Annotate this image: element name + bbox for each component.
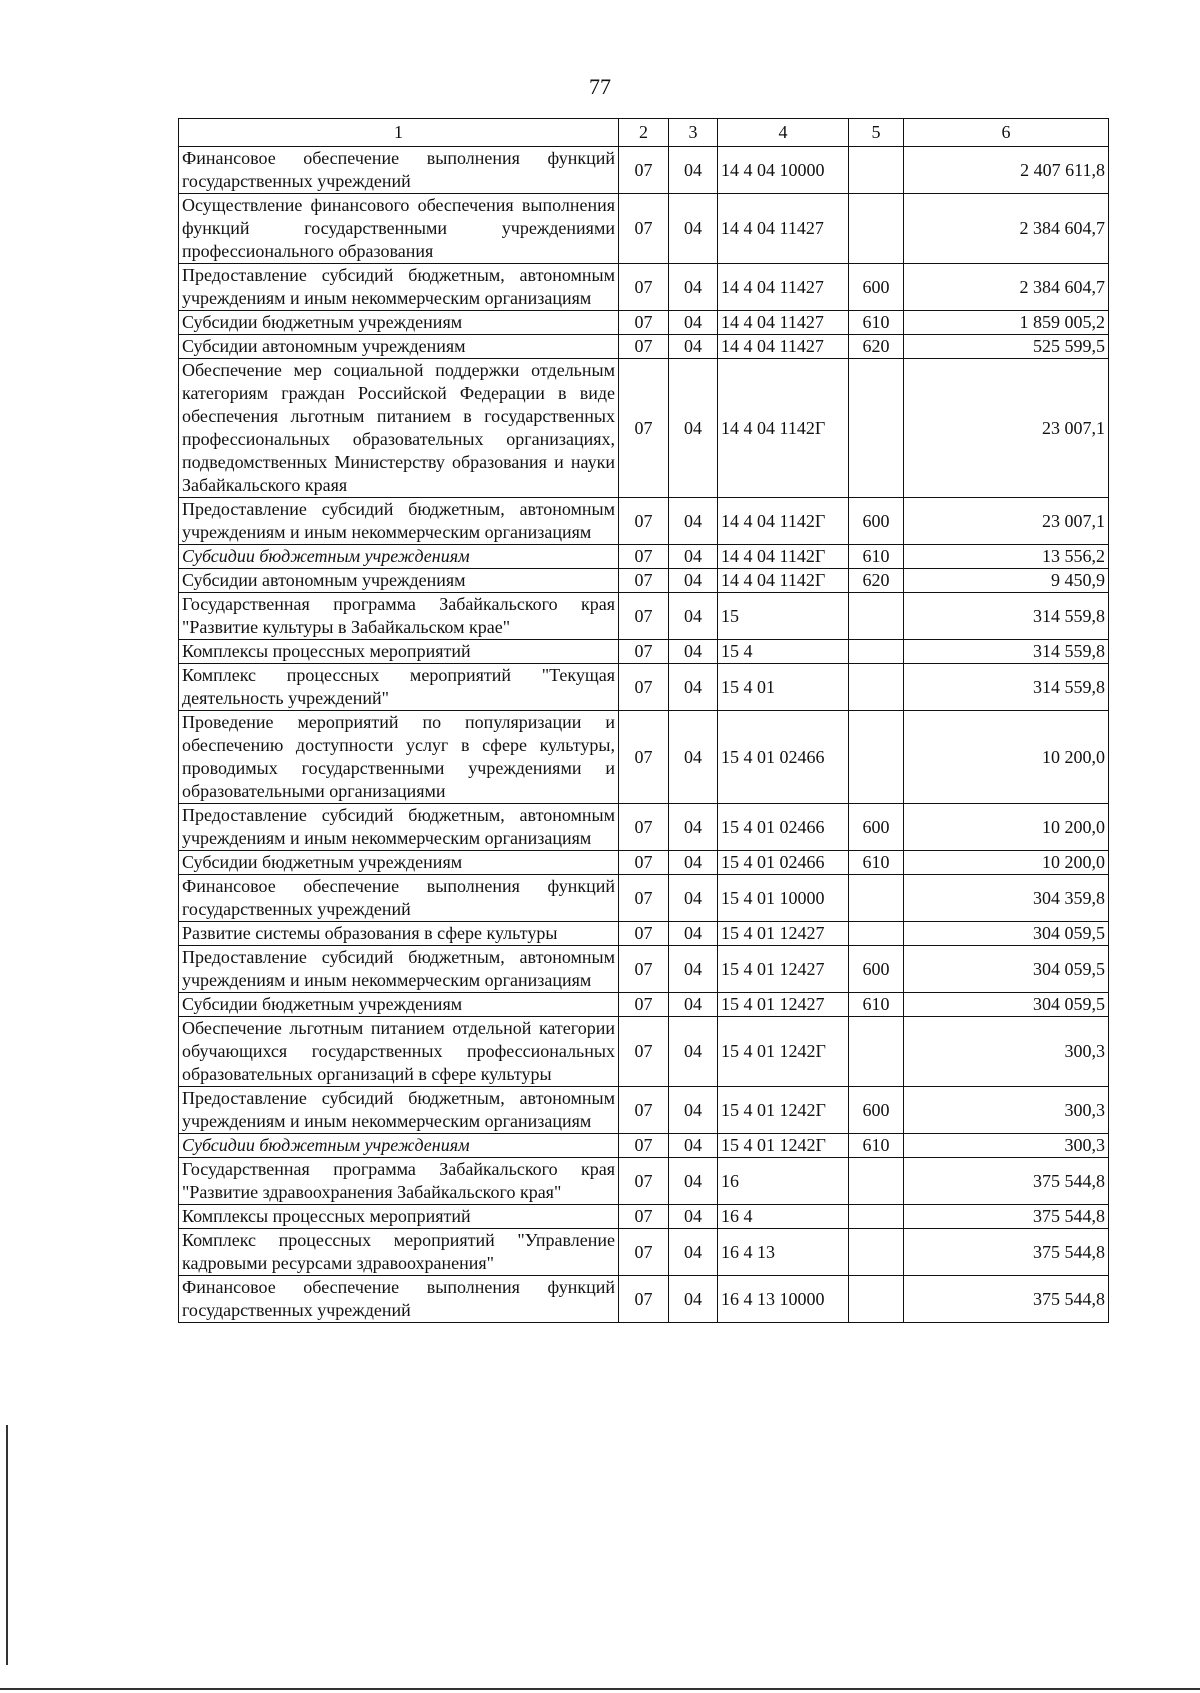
- row-name-cell: Предоставление субсидий бюджетным, автономным учреждениям и иным некоммерческим организациям: [179, 1087, 619, 1134]
- table-row: [179, 335, 1109, 359]
- expense-type-cell: [849, 1229, 904, 1276]
- row-name-cell: Обеспечение мер социальной поддержки отдельным категориям граждан Российской Федерации в виде обеспечения льготным питанием в государственных профессиональных образовательных организациях, подведомственных Министерству образования и науки Забайкальского краяя: [179, 359, 619, 498]
- target-article-cell: 15 4 01 12427: [718, 993, 849, 1017]
- expense-type-cell: [849, 194, 904, 264]
- amount-cell: 304 059,5: [904, 946, 1109, 993]
- table-row: [179, 359, 1109, 498]
- section-code-cell: 07: [619, 1017, 669, 1087]
- amount-cell: 2 384 604,7: [904, 194, 1109, 264]
- subsection-code-cell: 04: [669, 664, 718, 711]
- section-code-cell: 07: [619, 1205, 669, 1229]
- target-article-cell: 15 4 01 02466: [718, 851, 849, 875]
- target-article-cell: 14 4 04 1142Г: [718, 545, 849, 569]
- target-article-cell: 15 4 01 1242Г: [718, 1134, 849, 1158]
- subsection-code-cell: 04: [669, 946, 718, 993]
- subsection-code-cell: 04: [669, 922, 718, 946]
- table-row: [179, 1017, 1109, 1087]
- table-row: [179, 851, 1109, 875]
- subsection-code-cell: 04: [669, 1276, 718, 1323]
- section-code-cell: 07: [619, 1087, 669, 1134]
- table-row: [179, 545, 1109, 569]
- table-row: [179, 1229, 1109, 1276]
- table-row: [179, 1134, 1109, 1158]
- amount-cell: 525 599,5: [904, 335, 1109, 359]
- expense-type-cell: 610: [849, 545, 904, 569]
- row-name-cell: Субсидии бюджетным учреждениям: [179, 1134, 619, 1158]
- subsection-code-cell: 04: [669, 875, 718, 922]
- row-name-cell: Осуществление финансового обеспечения выполнения функций государственными учреждениями профессионального образования: [179, 194, 619, 264]
- amount-cell: 1 859 005,2: [904, 311, 1109, 335]
- header-row: [179, 119, 1109, 147]
- expense-type-cell: [849, 593, 904, 640]
- expense-type-cell: 600: [849, 1087, 904, 1134]
- subsection-code-cell: 04: [669, 359, 718, 498]
- subsection-code-cell: 04: [669, 311, 718, 335]
- row-name-cell: Субсидии бюджетным учреждениям: [179, 311, 619, 335]
- amount-cell: 314 559,8: [904, 593, 1109, 640]
- subsection-code-cell: 04: [669, 851, 718, 875]
- row-name-cell: Комплексы процессных мероприятий: [179, 1205, 619, 1229]
- section-code-cell: 07: [619, 335, 669, 359]
- expense-type-cell: [849, 640, 904, 664]
- amount-cell: 23 007,1: [904, 359, 1109, 498]
- table-row: [179, 993, 1109, 1017]
- target-article-cell: 14 4 04 1142Г: [718, 569, 849, 593]
- target-article-cell: 16 4 13: [718, 1229, 849, 1276]
- amount-cell: 375 544,8: [904, 1276, 1109, 1323]
- expense-type-cell: 600: [849, 804, 904, 851]
- row-name-cell: Обеспечение льготным питанием отдельной категории обучающихся государственных профессиональных образовательных организаций в сфере культуры: [179, 1017, 619, 1087]
- table-row: [179, 640, 1109, 664]
- row-name-cell: Развитие системы образования в сфере культуры: [179, 922, 619, 946]
- table-row: [179, 569, 1109, 593]
- target-article-cell: 15 4 01 10000: [718, 875, 849, 922]
- table-row: [179, 147, 1109, 194]
- subsection-code-cell: 04: [669, 264, 718, 311]
- target-article-cell: 16 4: [718, 1205, 849, 1229]
- row-name-cell: Государственная программа Забайкальского края "Развитие культуры в Забайкальском крае": [179, 593, 619, 640]
- expense-type-cell: 610: [849, 1134, 904, 1158]
- table-row: [179, 875, 1109, 922]
- row-name-cell: Финансовое обеспечение выполнения функций государственных учреждений: [179, 147, 619, 194]
- table-row: [179, 1087, 1109, 1134]
- table-row: [179, 922, 1109, 946]
- section-code-cell: 07: [619, 804, 669, 851]
- row-name-cell: Государственная программа Забайкальского края "Развитие здравоохранения Забайкальского края": [179, 1158, 619, 1205]
- expense-type-cell: [849, 147, 904, 194]
- row-name-cell: Комплекс процессных мероприятий "Текущая деятельность учреждений": [179, 664, 619, 711]
- expense-type-cell: 600: [849, 946, 904, 993]
- table-row: [179, 498, 1109, 545]
- table-row: [179, 711, 1109, 804]
- target-article-cell: 14 4 04 1142Г: [718, 498, 849, 545]
- subsection-code-cell: 04: [669, 640, 718, 664]
- amount-cell: 10 200,0: [904, 804, 1109, 851]
- table-row: [179, 593, 1109, 640]
- table-row: [179, 946, 1109, 993]
- expense-type-cell: 610: [849, 311, 904, 335]
- amount-cell: 10 200,0: [904, 711, 1109, 804]
- amount-cell: 375 544,8: [904, 1205, 1109, 1229]
- row-name-cell: Субсидии бюджетным учреждениям: [179, 993, 619, 1017]
- subsection-code-cell: 04: [669, 593, 718, 640]
- subsection-code-cell: 04: [669, 804, 718, 851]
- row-name-cell: Финансовое обеспечение выполнения функций государственных учреждений: [179, 875, 619, 922]
- subsection-code-cell: 04: [669, 711, 718, 804]
- amount-cell: 13 556,2: [904, 545, 1109, 569]
- amount-cell: 304 359,8: [904, 875, 1109, 922]
- table-row: [179, 1158, 1109, 1205]
- header-cell: 4: [718, 119, 849, 147]
- section-code-cell: 07: [619, 593, 669, 640]
- row-name-cell: Предоставление субсидий бюджетным, автономным учреждениям и иным некоммерческим организациям: [179, 264, 619, 311]
- subsection-code-cell: 04: [669, 545, 718, 569]
- subsection-code-cell: 04: [669, 1134, 718, 1158]
- expense-type-cell: [849, 1205, 904, 1229]
- section-code-cell: 07: [619, 359, 669, 498]
- subsection-code-cell: 04: [669, 335, 718, 359]
- row-name-cell: Субсидии автономным учреждениям: [179, 335, 619, 359]
- row-name-cell: Субсидии автономным учреждениям: [179, 569, 619, 593]
- subsection-code-cell: 04: [669, 993, 718, 1017]
- target-article-cell: 15 4 01 1242Г: [718, 1017, 849, 1087]
- expense-type-cell: 600: [849, 264, 904, 311]
- subsection-code-cell: 04: [669, 1205, 718, 1229]
- row-name-cell: Предоставление субсидий бюджетным, автономным учреждениям и иным некоммерческим организациям: [179, 804, 619, 851]
- section-code-cell: 07: [619, 194, 669, 264]
- subsection-code-cell: 04: [669, 1087, 718, 1134]
- amount-cell: 304 059,5: [904, 922, 1109, 946]
- target-article-cell: 14 4 04 11427: [718, 194, 849, 264]
- section-code-cell: 07: [619, 993, 669, 1017]
- target-article-cell: 15 4 01 02466: [718, 804, 849, 851]
- target-article-cell: 15 4 01: [718, 664, 849, 711]
- amount-cell: 2 384 604,7: [904, 264, 1109, 311]
- target-article-cell: 16 4 13 10000: [718, 1276, 849, 1323]
- target-article-cell: 15 4 01 12427: [718, 946, 849, 993]
- amount-cell: 375 544,8: [904, 1158, 1109, 1205]
- subsection-code-cell: 04: [669, 498, 718, 545]
- section-code-cell: 07: [619, 875, 669, 922]
- subsection-code-cell: 04: [669, 147, 718, 194]
- section-code-cell: 07: [619, 545, 669, 569]
- section-code-cell: 07: [619, 664, 669, 711]
- section-code-cell: 07: [619, 711, 669, 804]
- table-row: [179, 264, 1109, 311]
- target-article-cell: 15 4 01 02466: [718, 711, 849, 804]
- subsection-code-cell: 04: [669, 1158, 718, 1205]
- amount-cell: 304 059,5: [904, 993, 1109, 1017]
- subsection-code-cell: 04: [669, 1017, 718, 1087]
- bottom-line: [0, 1688, 1200, 1690]
- amount-cell: 23 007,1: [904, 498, 1109, 545]
- header-cell: 2: [619, 119, 669, 147]
- row-name-cell: Предоставление субсидий бюджетным, автономным учреждениям и иным некоммерческим организациям: [179, 946, 619, 993]
- table-row: [179, 311, 1109, 335]
- table-body: [179, 147, 1109, 1323]
- amount-cell: 300,3: [904, 1087, 1109, 1134]
- table-row: [179, 1205, 1109, 1229]
- table-row: [179, 194, 1109, 264]
- subsection-code-cell: 04: [669, 569, 718, 593]
- expense-type-cell: 610: [849, 851, 904, 875]
- page-number: 77: [589, 74, 611, 99]
- amount-cell: 314 559,8: [904, 664, 1109, 711]
- row-name-cell: Проведение мероприятий по популяризации и обеспечению доступности услуг в сфере культуры, проводимых государственными учреждениями и образовательными организациями: [179, 711, 619, 804]
- section-code-cell: 07: [619, 1276, 669, 1323]
- amount-cell: 10 200,0: [904, 851, 1109, 875]
- table-row: [179, 804, 1109, 851]
- target-article-cell: 15 4 01 12427: [718, 922, 849, 946]
- expense-type-cell: 600: [849, 498, 904, 545]
- expense-type-cell: [849, 1276, 904, 1323]
- target-article-cell: 15 4 01 1242Г: [718, 1087, 849, 1134]
- expense-type-cell: [849, 1017, 904, 1087]
- section-code-cell: 07: [619, 498, 669, 545]
- section-code-cell: 07: [619, 147, 669, 194]
- row-name-cell: Субсидии бюджетным учреждениям: [179, 545, 619, 569]
- amount-cell: 375 544,8: [904, 1229, 1109, 1276]
- expense-type-cell: 620: [849, 335, 904, 359]
- row-name-cell: Предоставление субсидий бюджетным, автономным учреждениям и иным некоммерческим организациям: [179, 498, 619, 545]
- section-code-cell: 07: [619, 851, 669, 875]
- table-row: [179, 664, 1109, 711]
- amount-cell: 300,3: [904, 1134, 1109, 1158]
- expense-type-cell: 610: [849, 993, 904, 1017]
- header-cell: 6: [904, 119, 1109, 147]
- section-code-cell: 07: [619, 946, 669, 993]
- section-code-cell: 07: [619, 569, 669, 593]
- section-code-cell: 07: [619, 640, 669, 664]
- table-row: [179, 1276, 1109, 1323]
- target-article-cell: 14 4 04 10000: [718, 147, 849, 194]
- amount-cell: 300,3: [904, 1017, 1109, 1087]
- amount-cell: 2 407 611,8: [904, 147, 1109, 194]
- expense-type-cell: [849, 711, 904, 804]
- section-code-cell: 07: [619, 922, 669, 946]
- subsection-code-cell: 04: [669, 194, 718, 264]
- target-article-cell: 15: [718, 593, 849, 640]
- expense-type-cell: [849, 359, 904, 498]
- header-cell: 3: [669, 119, 718, 147]
- row-name-cell: Комплексы процессных мероприятий: [179, 640, 619, 664]
- row-name-cell: Комплекс процессных мероприятий "Управление кадровыми ресурсами здравоохранения": [179, 1229, 619, 1276]
- expense-type-cell: [849, 922, 904, 946]
- target-article-cell: 14 4 04 11427: [718, 264, 849, 311]
- margin-line: [6, 1425, 8, 1665]
- target-article-cell: 15 4: [718, 640, 849, 664]
- section-code-cell: 07: [619, 311, 669, 335]
- target-article-cell: 14 4 04 1142Г: [718, 359, 849, 498]
- target-article-cell: 14 4 04 11427: [718, 311, 849, 335]
- target-article-cell: 16: [718, 1158, 849, 1205]
- expense-type-cell: [849, 664, 904, 711]
- target-article-cell: 14 4 04 11427: [718, 335, 849, 359]
- expense-type-cell: [849, 1158, 904, 1205]
- row-name-cell: Субсидии бюджетным учреждениям: [179, 851, 619, 875]
- amount-cell: 314 559,8: [904, 640, 1109, 664]
- budget-table: [178, 118, 1109, 1323]
- row-name-cell: Финансовое обеспечение выполнения функций государственных учреждений: [179, 1276, 619, 1323]
- header-cell: 1: [179, 119, 619, 147]
- section-code-cell: 07: [619, 1229, 669, 1276]
- amount-cell: 9 450,9: [904, 569, 1109, 593]
- header-cell: 5: [849, 119, 904, 147]
- expense-type-cell: 620: [849, 569, 904, 593]
- expense-type-cell: [849, 875, 904, 922]
- section-code-cell: 07: [619, 1158, 669, 1205]
- subsection-code-cell: 04: [669, 1229, 718, 1276]
- section-code-cell: 07: [619, 264, 669, 311]
- section-code-cell: 07: [619, 1134, 669, 1158]
